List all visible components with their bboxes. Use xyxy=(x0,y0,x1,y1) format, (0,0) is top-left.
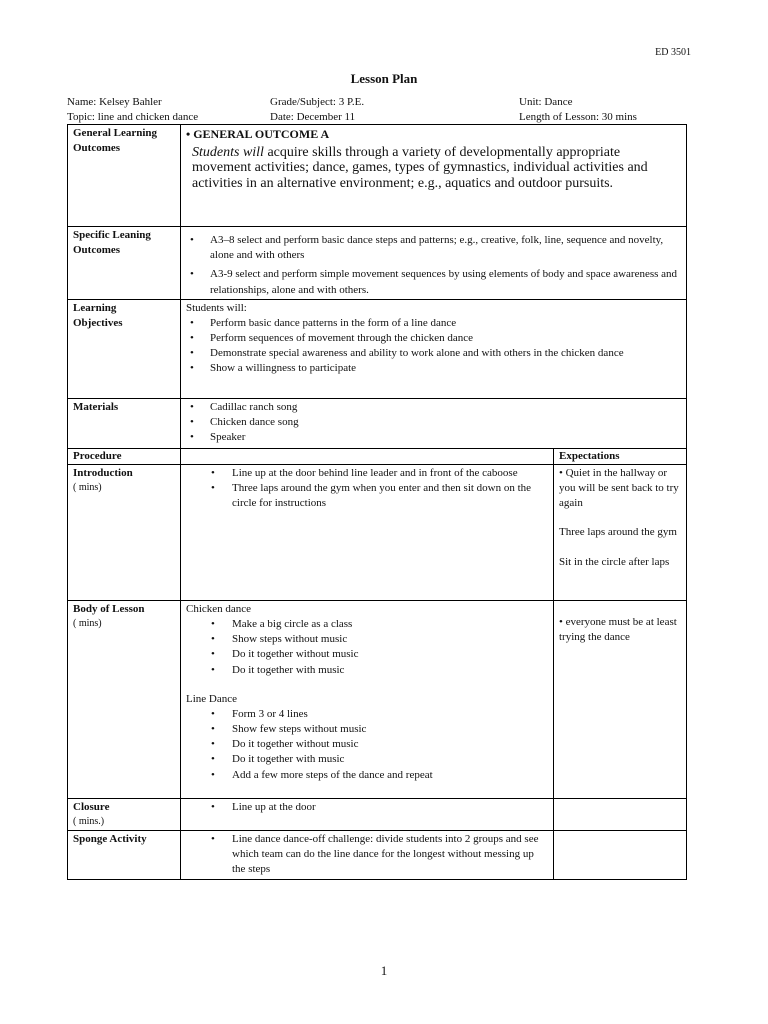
grade-subject: Grade/Subject: 3 P.E. xyxy=(270,96,365,108)
general-outcome-text xyxy=(186,145,681,192)
list-item: • Show a willingness to participate xyxy=(186,361,681,376)
body-content-cell xyxy=(181,600,554,798)
lesson-plan-table xyxy=(67,124,687,880)
list-item: • Speaker xyxy=(186,430,681,445)
list-item: • Perform sequences of movement through the chicken dance xyxy=(186,331,681,346)
row-specific-outcomes xyxy=(68,227,687,300)
body-minutes: ( mins) xyxy=(73,618,102,630)
list-item: • Show steps without music xyxy=(186,632,548,647)
closure-label-cell xyxy=(68,798,181,830)
list-item: • Do it together without music xyxy=(186,737,548,752)
objectives-label-cell xyxy=(68,299,181,398)
specific-content-cell xyxy=(181,227,687,300)
page-number: 1 xyxy=(380,963,388,978)
list-item: • A3–8 select and perform basic dance steps and patterns; e.g., creative, folk, line, sequence and novelty, alone and with others xyxy=(186,233,681,263)
list-item: • Demonstrate special awareness and ability to work alone and with others in the chicken dance xyxy=(186,346,681,361)
lesson-length: Length of Lesson: 30 mins xyxy=(519,111,637,123)
list-item: • Three laps around the gym when you enter and then sit down on the circle for instructions xyxy=(186,481,548,511)
expectation-text: Three laps around the gym xyxy=(559,526,677,539)
list-item: • Do it together with music xyxy=(186,663,548,678)
chicken-dance-list xyxy=(186,617,548,678)
course-code: ED 3501 xyxy=(655,47,691,58)
chicken-dance-title: Chicken dance xyxy=(186,602,252,615)
introduction-minutes: ( mins) xyxy=(73,482,102,494)
sponge-expectations-cell xyxy=(554,830,687,879)
closure-expectations-cell xyxy=(554,798,687,830)
date: Date: December 11 xyxy=(270,111,356,123)
list-item: • Line up at the door behind line leader and in front of the caboose xyxy=(186,466,548,481)
materials-list xyxy=(186,400,681,446)
general-outcome-body: acquire skills through a variety of developmentally appropriate movement activities; dance, games, types of gymnastics, individual activities and activities in an alternative environment; e.g., aquatics and outdoor pursuits. xyxy=(192,144,648,192)
general-label-line1: General Learning xyxy=(73,127,158,139)
closure-label: Closure xyxy=(73,800,110,813)
closure-content-cell xyxy=(181,798,554,830)
specific-label-line1: Specific Leaning xyxy=(73,229,151,241)
expectation-text: • everyone must be at least trying the dance xyxy=(559,615,677,644)
list-item: • Form 3 or 4 lines xyxy=(186,707,548,722)
closure-list xyxy=(186,800,548,815)
procedure-spacer xyxy=(181,448,554,464)
list-item: • Perform basic dance patterns in the form of a line dance xyxy=(186,316,681,331)
general-outcome-heading: • GENERAL OUTCOME A xyxy=(186,127,330,141)
body-label: Body of Lesson xyxy=(73,602,145,615)
unit: Unit: Dance xyxy=(519,96,573,108)
general-outcome-lead: Students will xyxy=(192,144,264,160)
body-expectations-cell xyxy=(554,600,687,798)
row-body-of-lesson xyxy=(68,600,687,798)
row-sponge-activity xyxy=(68,830,687,879)
sponge-content-cell xyxy=(181,830,554,879)
list-item: • Cadillac ranch song xyxy=(186,400,681,415)
list-item: • Line up at the door xyxy=(186,800,548,815)
list-item: • A3-9 select and perform simple movement sequences by using elements of body and space awareness and relationships, alone and with others. xyxy=(186,267,681,297)
objectives-label-line1: Learning xyxy=(73,301,117,314)
list-item: • Make a big circle as a class xyxy=(186,617,548,632)
expectation-text: • Quiet in the hallway or you will be sent back to try again xyxy=(559,466,679,510)
sponge-label: Sponge Activity xyxy=(68,830,181,879)
list-item: • Chicken dance song xyxy=(186,415,681,430)
row-closure xyxy=(68,798,687,830)
topic: Topic: line and chicken dance xyxy=(67,111,199,123)
general-content-cell xyxy=(181,125,687,227)
procedure-label: Procedure xyxy=(68,448,181,464)
specific-outcomes-list xyxy=(186,233,681,298)
introduction-label-cell xyxy=(68,464,181,600)
specific-label-cell xyxy=(68,227,181,300)
introduction-list xyxy=(186,466,548,512)
list-item: • Add a few more steps of the dance and repeat xyxy=(186,768,548,783)
row-materials xyxy=(68,398,687,448)
list-item: • Do it together without music xyxy=(186,647,548,662)
document-title: Lesson Plan xyxy=(350,71,418,86)
sponge-list xyxy=(186,832,548,878)
objectives-label-line2: Objectives xyxy=(73,316,123,329)
line-dance-list xyxy=(186,707,548,783)
objectives-list xyxy=(186,316,681,377)
line-dance-title: Line Dance xyxy=(186,692,237,705)
teacher-name: Name: Kelsey Bahler xyxy=(67,96,162,108)
row-introduction xyxy=(68,464,687,600)
expectations-label: Expectations xyxy=(554,448,687,464)
expectation-text: Sit in the circle after laps xyxy=(559,555,670,568)
row-learning-objectives xyxy=(68,299,687,398)
objectives-content-cell xyxy=(181,299,687,398)
general-label-cell xyxy=(68,125,181,227)
body-label-cell xyxy=(68,600,181,798)
objectives-intro: Students will: xyxy=(186,301,247,314)
introduction-content-cell xyxy=(181,464,554,600)
row-general-outcomes xyxy=(68,125,687,227)
general-label-line2: Outcomes xyxy=(73,142,121,155)
introduction-expectations-cell xyxy=(554,464,687,600)
list-item: • Do it together with music xyxy=(186,752,548,767)
materials-content-cell xyxy=(181,398,687,448)
materials-label: Materials xyxy=(68,398,181,448)
closure-minutes: ( mins.) xyxy=(73,816,105,828)
list-item: • Line dance dance-off challenge: divide students into 2 groups and see which team can do the line dance for the longest without messing up the steps xyxy=(186,832,548,878)
list-item: • Show few steps without music xyxy=(186,722,548,737)
introduction-label: Introduction xyxy=(73,466,133,479)
specific-label-line2: Outcomes xyxy=(73,244,121,257)
row-procedure-header xyxy=(68,448,687,464)
